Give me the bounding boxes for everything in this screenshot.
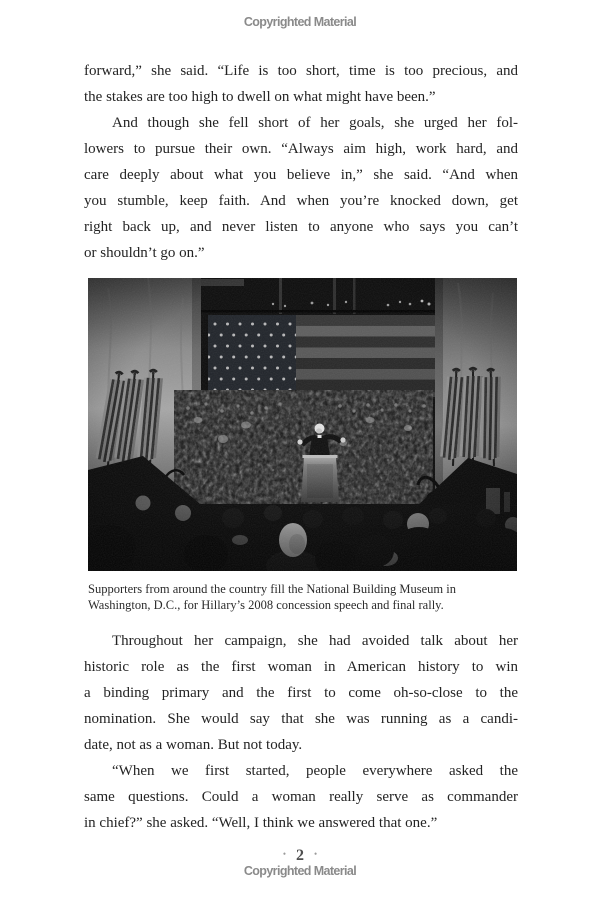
paragraph (84, 58, 518, 110)
paragraph (84, 110, 518, 266)
photo-concession-rally (88, 278, 517, 571)
body-text-lower (84, 628, 518, 836)
page-number-row (0, 847, 600, 865)
body-text-upper (84, 58, 518, 266)
text-line: same questions. Could a woman really serve as commander (84, 789, 518, 805)
text-line: forward,” she said. “Life is too short, time is too precious, and (84, 63, 518, 79)
text-line: nomination. She would say that she was running as a candi- (84, 711, 518, 727)
text-line: or shouldn’t go on.” (84, 245, 205, 261)
text-line: you stumble, keep faith. And when you’re knocked down, get (84, 193, 518, 209)
text-line: historic role as the first woman in American history to win (84, 659, 518, 675)
text-line: a binding primary and the first to come oh-so-close to the (84, 685, 518, 701)
text-line: right back up, and never listen to anyone who says you can’t (84, 219, 518, 235)
copyright-notice-top: Copyrighted Material (243, 15, 357, 29)
text-line: lowers to pursue their own. “Always aim high, work hard, and (84, 141, 518, 157)
photo-illustration (88, 278, 517, 571)
text-line: And though she fell short of her goals, she urged her fol- (112, 115, 518, 131)
page-dot-right: • (314, 849, 318, 859)
caption-line: Washington, D.C., for Hillary’s 2008 concession speech and final rally. (88, 598, 444, 612)
paragraph (84, 628, 518, 758)
text-line: Throughout her campaign, she had avoided talk about her (112, 633, 518, 649)
text-line: the stakes are too high to dwell on what might have been.” (84, 89, 436, 105)
photo-caption (88, 581, 512, 613)
text-line: “When we first started, people everywhere asked the (112, 763, 518, 779)
page-dot-left: • (282, 849, 286, 859)
text-line: date, not as a woman. But not today. (84, 737, 303, 753)
text-line: care deeply about what you believe in,” she said. “And when (84, 167, 518, 183)
copyright-notice-bottom: Copyrighted Material (243, 864, 357, 878)
page-number: 2 (296, 847, 304, 864)
text-line: in chief?” she asked. “Well, I think we answered that one.” (84, 815, 438, 831)
caption-line: Supporters from around the country fill the National Building Museum in (88, 582, 456, 596)
paragraph (84, 758, 518, 836)
